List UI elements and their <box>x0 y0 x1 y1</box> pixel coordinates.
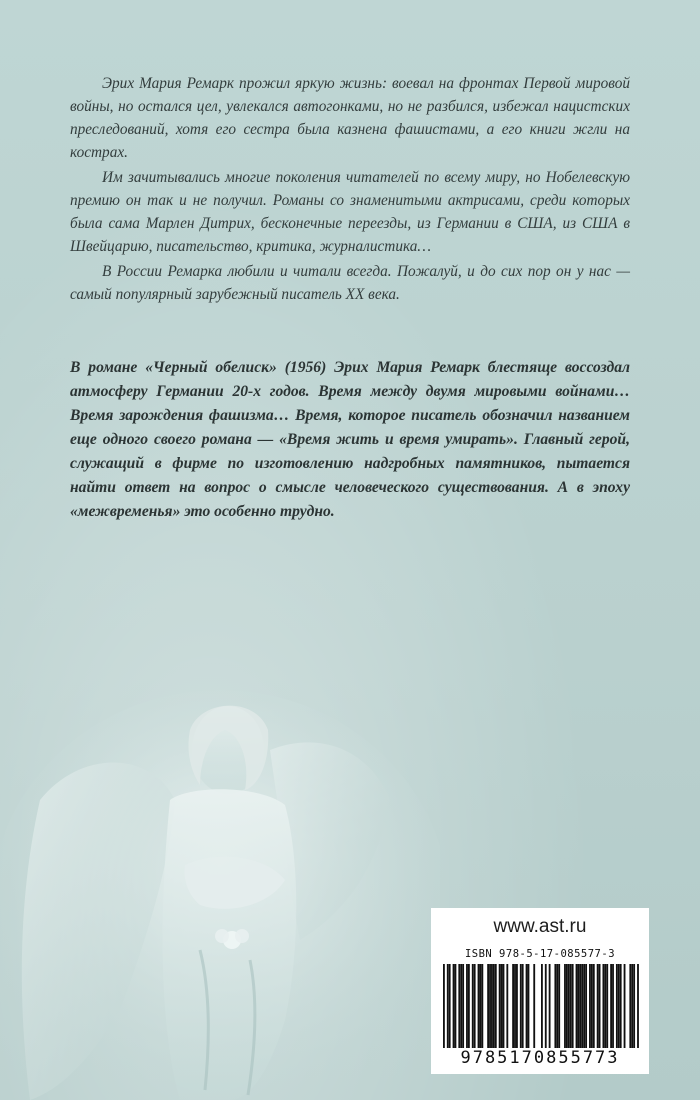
barcode-bar <box>533 964 535 1048</box>
isbn-label: ISBN 978-5-17-085577-3 <box>464 948 616 960</box>
barcode-bar <box>449 964 451 1048</box>
barcode-bar <box>558 964 560 1048</box>
barcode-bar <box>499 964 501 1048</box>
barcode-bar <box>624 964 626 1048</box>
bio-paragraph: В России Ремарка любили и читали всегда. Пожалуй, и до сих пор он у нас — самый популярный зарубежный писатель XX века. <box>70 263 630 303</box>
barcode-bar <box>578 964 580 1048</box>
barcode-bar <box>572 964 574 1048</box>
barcode-bar <box>554 964 556 1048</box>
barcode-bars <box>443 964 639 1048</box>
barcode-bar <box>618 964 620 1048</box>
barcode-bar <box>616 964 618 1048</box>
barcode-bar <box>631 964 633 1048</box>
barcode-bar <box>466 964 468 1048</box>
angel-statue-image <box>0 690 440 1100</box>
barcode-bar <box>481 964 483 1048</box>
barcode-bar <box>512 964 514 1048</box>
bio-paragraph: Им зачитывались многие поколения читателей по всему миру, но Нобелевскую премию он так и не получил. Романы со знаменитыми актрисами, среди которых была сама Марлен Дитрих, бесконечные переезды, из Германии в США, из США в Швейцарию, писательство, критика, журналистика… <box>70 169 630 255</box>
barcode-bar <box>606 964 608 1048</box>
barcode-bar <box>468 964 470 1048</box>
barcode-bar <box>489 964 491 1048</box>
barcode-bar <box>462 964 464 1048</box>
barcode-bar <box>447 964 449 1048</box>
barcode-bar <box>526 964 528 1048</box>
barcode-bar <box>585 964 587 1048</box>
barcode-bar <box>612 964 614 1048</box>
barcode-bar <box>541 964 543 1048</box>
publisher-url: www.ast.ru <box>493 916 587 937</box>
barcode-bar <box>501 964 503 1048</box>
barcode-bar <box>604 964 606 1048</box>
barcode-bar <box>443 964 445 1048</box>
barcode-bar <box>516 964 518 1048</box>
barcode-bar <box>637 964 639 1048</box>
author-bio <box>70 72 630 308</box>
barcode-bar <box>528 964 530 1048</box>
barcode-bar <box>493 964 495 1048</box>
bio-paragraph: Эрих Мария Ремарк прожил яркую жизнь: воевал на фронтах Первой мировой войны, но остался цел, увлекался автогонками, но не разбился, избежал нацистских преследований, хотя его сестра была казнена фашистами, а его книги жгли на кострах. <box>70 75 630 161</box>
barcode-bar <box>599 964 601 1048</box>
barcode-bar <box>506 964 508 1048</box>
barcode-bar <box>453 964 455 1048</box>
summary-paragraph: В романе «Черный обелиск» (1956) Эрих Мария Ремарк блестяще воссоздал атмосферу Германии 20-х годов. Время между двумя мировыми войнами… Время зарождения фашизма… Время, которое писатель обозначил названием еще одного своего романа — «Время жить и время умирать». Главный герой, служащий в фирме по изготовлению надгробных памятников, пытается найти ответ на вопрос о смысле человеческого существования. А в эпоху «межвременья» это особенно трудно. <box>70 359 630 520</box>
barcode-bar <box>514 964 516 1048</box>
barcode-bar <box>591 964 593 1048</box>
barcode-bar <box>579 964 581 1048</box>
barcode-bar <box>581 964 583 1048</box>
barcode-bar <box>629 964 631 1048</box>
barcode-panel <box>431 908 649 1074</box>
barcode-bar <box>589 964 591 1048</box>
barcode-bar <box>455 964 457 1048</box>
barcode-bar <box>522 964 524 1048</box>
barcode-bar <box>491 964 493 1048</box>
barcode-bar <box>564 964 566 1048</box>
barcode-bar <box>549 964 551 1048</box>
barcode-bar <box>620 964 622 1048</box>
barcode-bar <box>593 964 595 1048</box>
barcode-bar <box>545 964 547 1048</box>
barcode-bar <box>568 964 570 1048</box>
barcode-bar <box>503 964 505 1048</box>
barcode-bar <box>480 964 482 1048</box>
barcode-bar <box>458 964 460 1048</box>
barcode-bar <box>478 964 480 1048</box>
barcode-bar <box>610 964 612 1048</box>
barcode-bar <box>576 964 578 1048</box>
barcode-bar <box>602 964 604 1048</box>
barcode-bar <box>495 964 497 1048</box>
barcode-bar <box>583 964 585 1048</box>
barcode-bar <box>460 964 462 1048</box>
barcode-bar <box>566 964 568 1048</box>
barcode-digits: 9785170855773 <box>460 1048 620 1068</box>
barcode-bar <box>597 964 599 1048</box>
barcode-bar <box>474 964 476 1048</box>
barcode-bar <box>556 964 558 1048</box>
barcode-bar <box>472 964 474 1048</box>
barcode-bar <box>520 964 522 1048</box>
book-summary <box>70 356 630 524</box>
barcode-bar <box>570 964 572 1048</box>
barcode-bar <box>633 964 635 1048</box>
barcode-bar <box>487 964 489 1048</box>
